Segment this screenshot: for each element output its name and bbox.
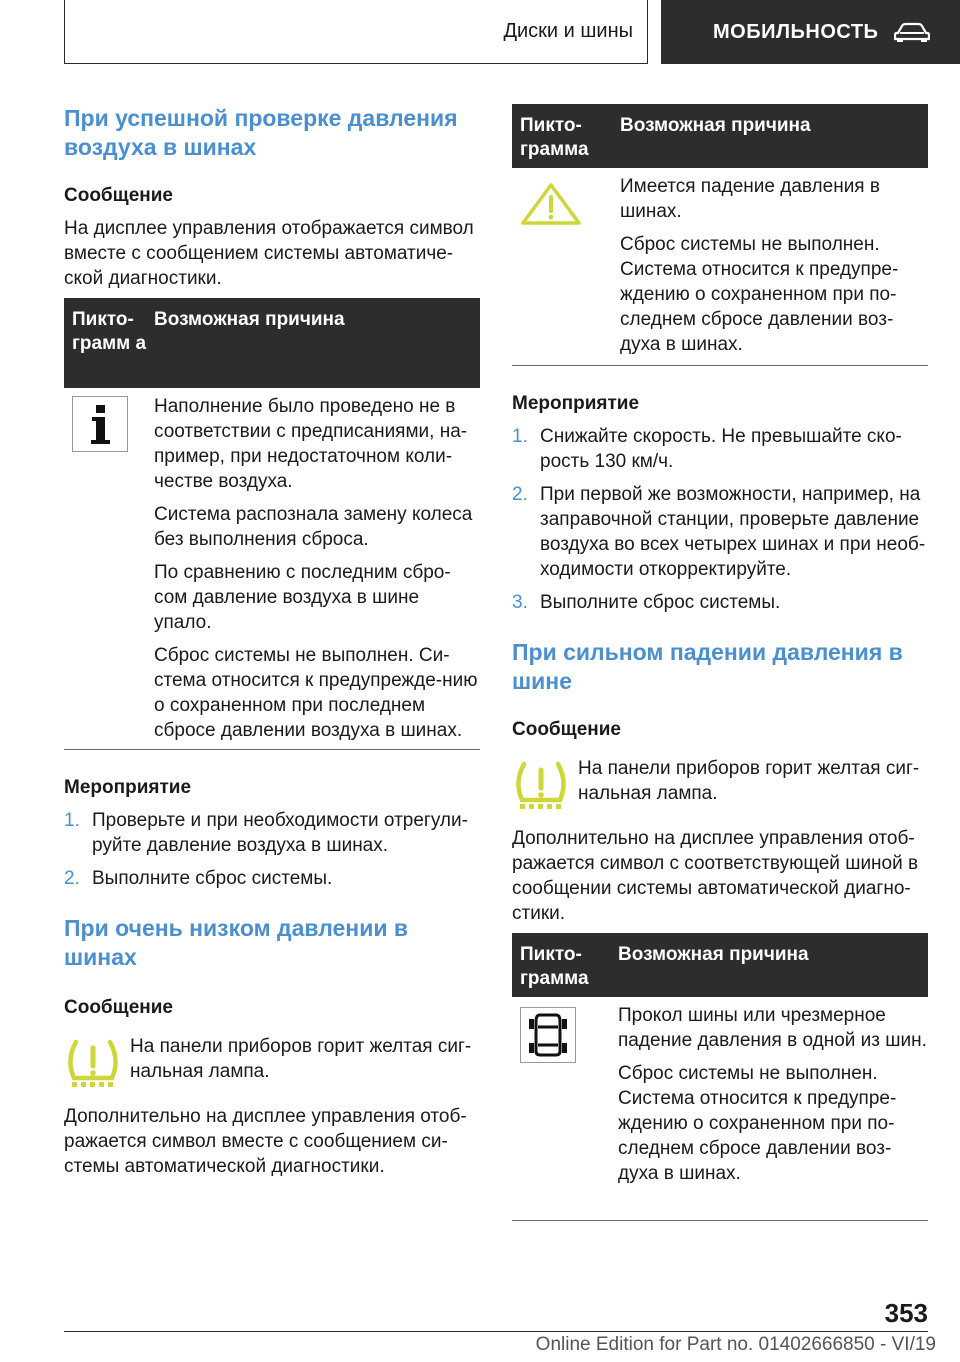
table-header [64,298,480,388]
lamp-text: На панели приборов горит желтая сиг-нальная лампа. [578,758,920,804]
action-steps [512,424,928,615]
cause-text: Система распознала замену колеса без выполнения сброса. [154,504,473,550]
table-row [512,168,928,366]
cause-text: Прокол шины или чрезмерное падение давления в одной из шин. [618,1005,927,1051]
header-section-title: Диски и шины [503,20,633,42]
table-row [512,997,928,1221]
message-heading: Сообщение [64,185,173,206]
cause-text: Сброс системы не выполнен. Система относится к предупре-ждению о сохраненном при по-следнем сбросе давлении воз-духа в шинах. [618,1063,897,1184]
cause-table-1 [64,298,480,750]
warning-triangle-icon [520,182,582,226]
header-section-tab [64,0,648,64]
list-item: 3. Выполните сброс системы. [512,592,781,613]
header-chapter-title: МОБИЛЬНОСТЬ [713,20,879,43]
cause-text: Наполнение было проведено не в соответствии с предписаниями, на-пример, при недостаточном коли-честве воздуха. [154,396,468,492]
table-col-pictogram: Пикто-грамм а [72,309,147,354]
cause-text: По сравнению с последним сбро-сом давление воздуха в шине упало. [154,562,451,633]
info-icon [72,396,128,452]
table-col-cause: Возможная причина [154,309,345,330]
list-item: 2. При первой же возможности, например, на заправочной станции, проверьте давление воздуха во всех четырех шинах и при необ-ходимости откорректируйте. [512,484,926,580]
page-number: 353 [884,1298,928,1328]
section-title-very-low-pressure: При очень низком давлении в шинах [64,915,409,970]
table-header [512,933,928,997]
tire-pressure-warning-icon [512,760,570,814]
cause-text: Сброс системы не выполнен. Система относится к предупре-ждению о сохраненном при по-следнем сбросе давлении воз-духа в шинах. [620,234,899,355]
list-item: 1. Снижайте скорость. Не превышайте ско-рость 130 км/ч. [512,426,902,472]
tire-pressure-warning-icon [64,1038,122,1092]
cause-text: Сброс системы не выполнен. Си-стема относится к предупрежде-нию о сохраненном при последнем сбросе давлении воздуха в шинах. [154,645,478,741]
cause-table-3 [512,933,928,1221]
warning-lamp-message [512,756,928,819]
cause-text: Имеется падение давления в шинах. [620,176,880,222]
section-title-strong-pressure-drop: При сильном падении давления в шине [512,639,903,694]
warning-lamp-message [64,1034,480,1097]
extra-message-text: Дополнительно на дисплее управления отоб-ражается символ вместе с сообщением си-стемы автоматической диагностики. [64,1106,467,1177]
footer-divider [64,1331,928,1332]
table-col-cause: Возможная причина [618,944,809,965]
lamp-text: На панели приборов горит желтая сиг-нальная лампа. [130,1036,472,1082]
header-chapter-tab [661,0,960,64]
message-heading: Сообщение [64,997,173,1018]
list-item: 2. Выполните сброс системы. [64,868,333,889]
section-title-successful-check: При успешной проверке давления воздуха в шинах [64,105,458,160]
table-row [64,388,480,750]
action-heading: Мероприятие [512,393,640,414]
cause-table-2 [512,104,928,366]
list-item: 1. Проверьте и при необходимости отрегули-руйте давление воздуха в шинах. [64,810,468,856]
table-col-pictogram: Пикто-грамма [520,115,589,160]
car-tire-damage-icon [520,1007,576,1063]
action-steps [64,808,480,891]
edition-text: Online Edition for Part no. 01402666850 - VI/19 [535,1334,936,1355]
table-col-pictogram: Пикто-грамма [520,944,589,989]
car-icon [894,21,930,43]
table-col-cause: Возможная причина [620,115,811,136]
message-heading: Сообщение [512,719,621,740]
table-header [512,104,928,168]
extra-message-text: Дополнительно на дисплее управления отоб-ражается символ с соответствующей шиной в сообщении системы автоматической диагно-стики. [512,828,919,924]
action-heading: Мероприятие [64,777,192,798]
message-text: На дисплее управления отображается символ вместе с сообщением системы автоматиче-ской диагностики. [64,218,474,289]
